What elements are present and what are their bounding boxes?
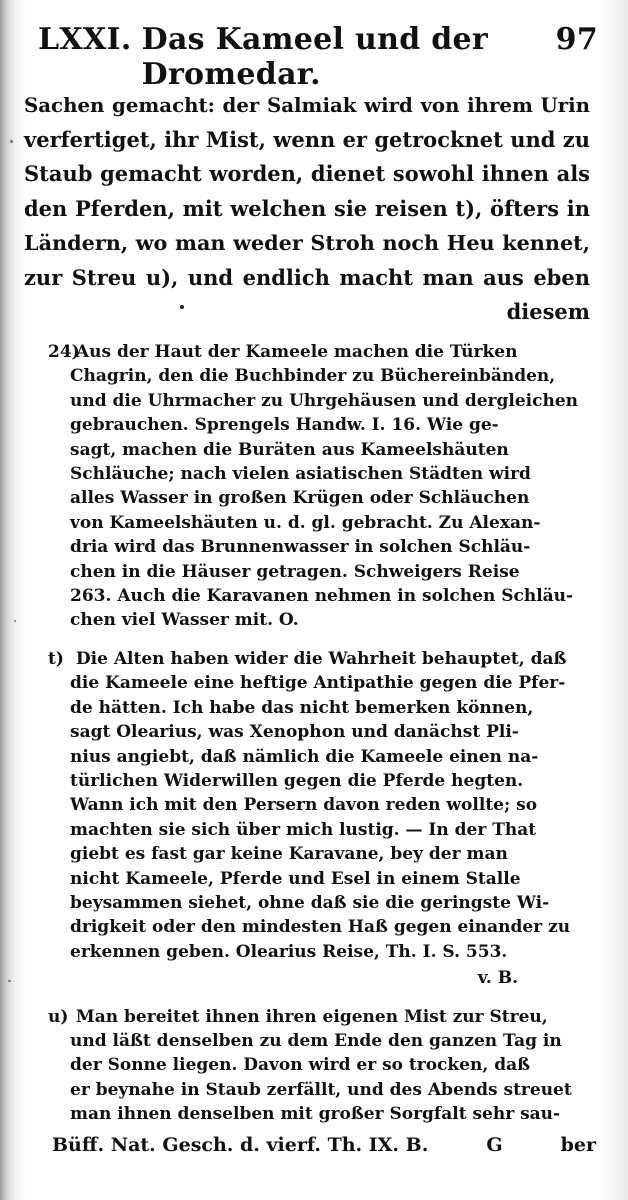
catchword-line: diesem — [506, 299, 590, 324]
footnote-line: man ihnen denselben mit großer Sorgfalt sehr sau- — [70, 1104, 561, 1125]
footnote-line: alles Wasser in großen Krügen oder Schläuchen — [70, 488, 530, 509]
page-footer — [52, 1134, 596, 1156]
footnote-line: giebt es fast gar keine Karavane, bey der man — [70, 844, 508, 865]
footnote-line: gebrauchen. Sprengels Handw. I. 16. Wie ge- — [70, 415, 499, 436]
text-line: Sachen gemacht: der Salmiak wird von ihrem Urin — [24, 93, 590, 117]
footnote-line: Wann ich mit den Persern davon reden wollte; so — [70, 795, 538, 816]
footnote-line: chen viel Wasser mit. O. — [70, 610, 299, 631]
footnotes — [48, 340, 598, 1141]
footnote-t — [48, 647, 598, 991]
footnote-line: de hätten. Ich habe das nicht bemerken können, — [70, 697, 534, 718]
main-text — [24, 88, 590, 330]
footnote-line: 263. Auch die Karavanen nehmen in solchen Schläu- — [70, 586, 574, 607]
footnote-line: er beynahe in Staub zerfällt, und des Abends streuet — [70, 1079, 572, 1100]
footnote-line: die Kameele eine heftige Antipathie gegen die Pfer- — [70, 673, 566, 694]
text-line: Staub gemacht worden, dienet sowohl ihnen als — [24, 161, 590, 186]
footnote-marker: 24) — [48, 342, 80, 362]
text-line: den Pferden, mit welchen sie reisen t), öfters in — [24, 195, 590, 221]
paper-speck — [14, 620, 16, 622]
text-line: verfertiget, ihr Mist, wenn er getrocknet und zu — [24, 126, 590, 152]
footnote-line: drigkeit oder den mindesten Haß gegen einander zu — [70, 917, 571, 938]
footnote-line: chen in die Häuser getragen. Schweigers Reise — [70, 561, 520, 582]
text-line: Ländern, wo man weder Stroh noch Heu kennet, — [24, 231, 590, 255]
footnote-line: machten sie sich über mich lustig. — In der That — [70, 819, 537, 840]
footnote-signature: v. B. — [477, 968, 518, 989]
footnote-text: Man bereitet ihnen ihren eigenen Mist zur Streu, — [75, 1006, 548, 1027]
footnote-marker: u) — [48, 1006, 69, 1027]
footnote-line: nicht Kameele, Pferde und Esel in einem Stalle — [70, 868, 521, 889]
signature-mark: G — [486, 1134, 503, 1156]
footnote-marker: t) — [48, 648, 64, 669]
footnote-line: türlichen Widerwillen gegen die Pferde hegten. — [70, 770, 524, 791]
footnote-line: und läßt denselben zu dem Ende den ganzen Tag in — [70, 1030, 562, 1051]
footnote-line: sagt Olearius, was Xenophon und danächst Pli- — [70, 722, 519, 743]
running-header — [38, 22, 598, 92]
footnote-24 — [48, 340, 598, 633]
footnote-line: der Sonne liegen. Davon wird er so trocken, daß — [70, 1055, 531, 1076]
footnote-line — [48, 340, 598, 364]
footnote-line: und die Uhrmacher zu Uhrgehäusen und dergleichen — [70, 390, 579, 411]
footnote-u — [48, 1005, 598, 1127]
footnote-line: dria wird das Brunnenwasser in solchen Schläu- — [70, 537, 531, 558]
footnote-line: von Kameelshäuten u. d. gl. gebracht. Zu Alexan- — [70, 512, 541, 533]
footnote-line: beysammen siehet, ohne daß sie die geringste Wi- — [70, 892, 550, 913]
footnote-line — [48, 1005, 598, 1029]
footnote-line: nius angiebt, daß nämlich die Kameele einen na- — [70, 746, 539, 767]
footnote-line — [48, 647, 598, 671]
catchword: ber — [560, 1134, 596, 1156]
footnote-line: erkennen geben. Olearius Reise, Th. I. S. 553. — [70, 941, 508, 962]
chapter-title: Das Kameel und der Dromedar. — [141, 22, 488, 92]
paper-speck — [8, 980, 11, 982]
footnote-text: Aus der Haut der Kameele machen die Türken — [75, 342, 518, 362]
header-title-group — [38, 22, 556, 92]
footnote-text: Die Alten haben wider die Wahrheit behauptet, daß — [75, 648, 567, 669]
text-line: zur Streu u), und endlich macht man aus eben — [24, 264, 590, 290]
ink-dot — [180, 305, 184, 309]
footnote-line: Chagrin, den die Buchbinder zu Büchereinbänden, — [70, 366, 556, 387]
footer-source: Büff. Nat. Gesch. d. vierf. Th. IX. B. — [52, 1134, 429, 1156]
footnote-line: sagt, machen die Buräten aus Kameelshäuten — [70, 439, 509, 460]
paper-speck — [10, 140, 13, 143]
footnote-line: Schläuche; nach vielen asiatischen Städten wird — [70, 464, 531, 485]
chapter-number: LXXI. — [38, 22, 132, 57]
page-number: 97 — [555, 22, 598, 57]
